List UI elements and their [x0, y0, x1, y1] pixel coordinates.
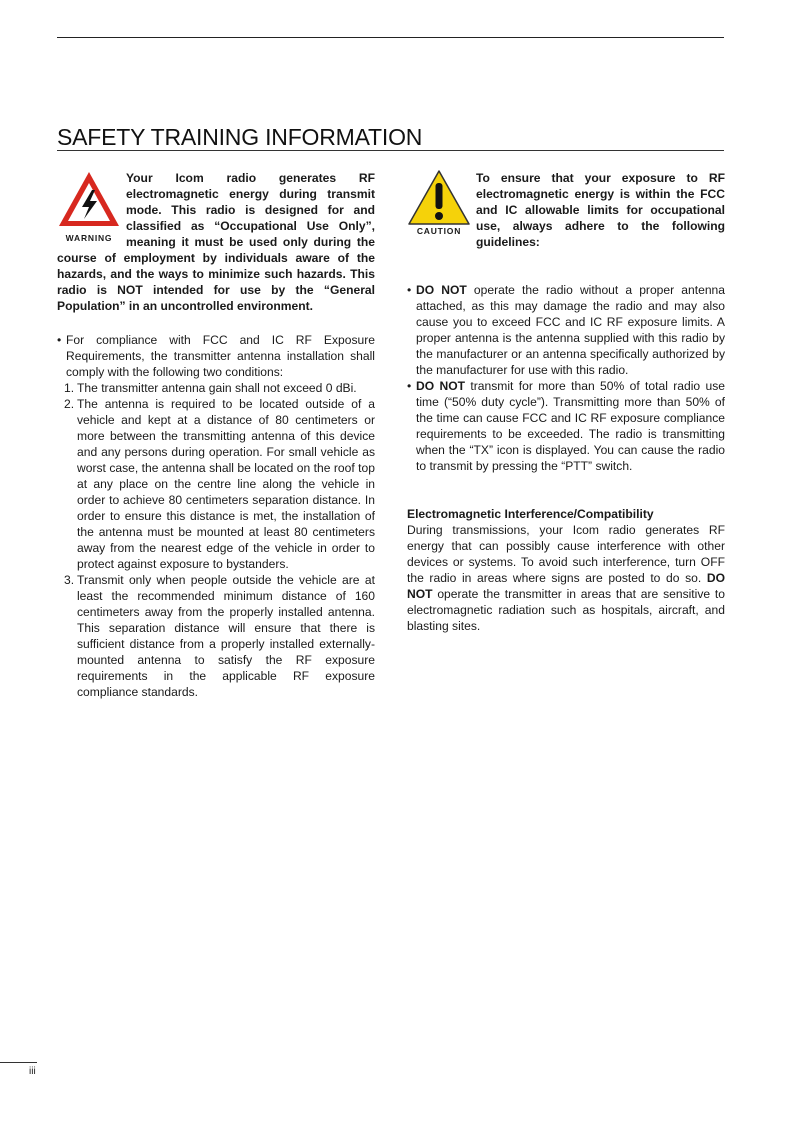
- emi-paragraph: [407, 522, 725, 634]
- condition-text: The transmitter antenna gain shall not exceed 0 dBi.: [77, 381, 357, 395]
- guideline-bullet: [407, 378, 725, 474]
- condition-item: [57, 396, 375, 572]
- emi-text-continued: operate the transmitter in areas that are sensitive to electromagnetic radiation such as hospitals, aircraft, and blasting sites.: [407, 587, 725, 633]
- condition-number: 3.: [64, 573, 75, 587]
- bullet-dot: •: [407, 283, 412, 297]
- left-column: [57, 170, 375, 700]
- guideline-text: operate the radio without a proper antenna attached, as this may damage the radio and may also cause you to exceed FCC and IC RF exposure limits. A proper antenna is the antenna supplied with this radio by the manufacturer or an antenna specifically authorized by the manufacturer for use with this radio.: [416, 283, 725, 377]
- do-not-label: DO NOT: [416, 379, 466, 393]
- condition-number: 1.: [64, 381, 75, 395]
- top-rule: [57, 37, 724, 38]
- bullet-dot: •: [57, 333, 62, 347]
- compliance-text: For compliance with FCC and IC RF Exposure Requirements, the transmitter antenna installation shall comply with the following two conditions:: [66, 333, 375, 379]
- warning-block: [57, 170, 375, 314]
- condition-item: [57, 572, 375, 700]
- guideline-bullet: [407, 282, 725, 378]
- condition-item: [57, 380, 375, 396]
- emi-heading: Electromagnetic Interference/Compatibility: [407, 507, 654, 521]
- page-number: iii: [29, 1066, 36, 1077]
- warning-icon: [57, 170, 121, 248]
- bullet-dot: •: [407, 379, 412, 393]
- guideline-text: transmit for more than 50% of total radio use time (“50% duty cycle”). Transmitting more than 50% of the time can cause FCC and IC RF exposure compliance requirements to be exceeded. The radio is transmitting when the “TX” icon is displayed. You can cause the radio to transmit by pressing the “PTT” switch.: [416, 379, 725, 473]
- caution-label: CAUTION: [416, 226, 462, 236]
- caution-intro-text: To ensure that your exposure to RF electromagnetic energy is within the FCC and IC allowable limits for occupational use, always adhere to the following guidelines:: [476, 171, 725, 249]
- condition-text: The antenna is required to be located outside of a vehicle and kept at a distance of 80 centimeters or more between the transmitting antenna of this device and any persons during operation. For small vehicle as worst case, the antenna shall be located on the roof top at any place on the centre line along the vehicle in order to achieve 80 centimeters separation distance. In order to ensure this distance is met, the installation of the antenna must be mounted at least 80 centimeters away from the nearest edge of the vehicle in order to protect against exposure to bystanders.: [77, 397, 375, 571]
- do-not-label: DO NOT: [416, 283, 467, 297]
- do-not-label: DO NOT: [407, 571, 725, 601]
- caution-block: [407, 170, 725, 250]
- emi-text: During transmissions, your Icom radio generates RF energy that can possibly cause interference with other devices or systems. To avoid such interference, turn OFF the radio in areas where signs are posted to do so.: [407, 523, 725, 585]
- caution-icon: [407, 170, 471, 248]
- warning-label: WARNING: [65, 233, 113, 243]
- condition-number: 2.: [64, 397, 75, 411]
- footer-rule: [0, 1062, 37, 1063]
- right-column: [407, 170, 725, 634]
- condition-text: Transmit only when people outside the vehicle are at least the recommended minimum distance of 160 centimeters away from the properly installed antenna. This separation distance will ensure that there is sufficient distance from a properly installed externally-mounted antenna to satisfy the RF exposure requirements in the applicable RF exposure compliance standards.: [77, 573, 375, 699]
- compliance-bullet: [57, 332, 375, 380]
- warning-intro-text: Your Icom radio generates RF electromagnetic energy during transmit mode. This radio is designed for and classified as “Occupational Use Only”, meaning it must be used only during the course of employment by individuals aware of the hazards, and the ways to minimize such hazards. This radio is NOT intended for use by the “General Population” in an uncontrolled environment.: [57, 171, 375, 313]
- page-title: SAFETY TRAINING INFORMATION: [57, 124, 724, 151]
